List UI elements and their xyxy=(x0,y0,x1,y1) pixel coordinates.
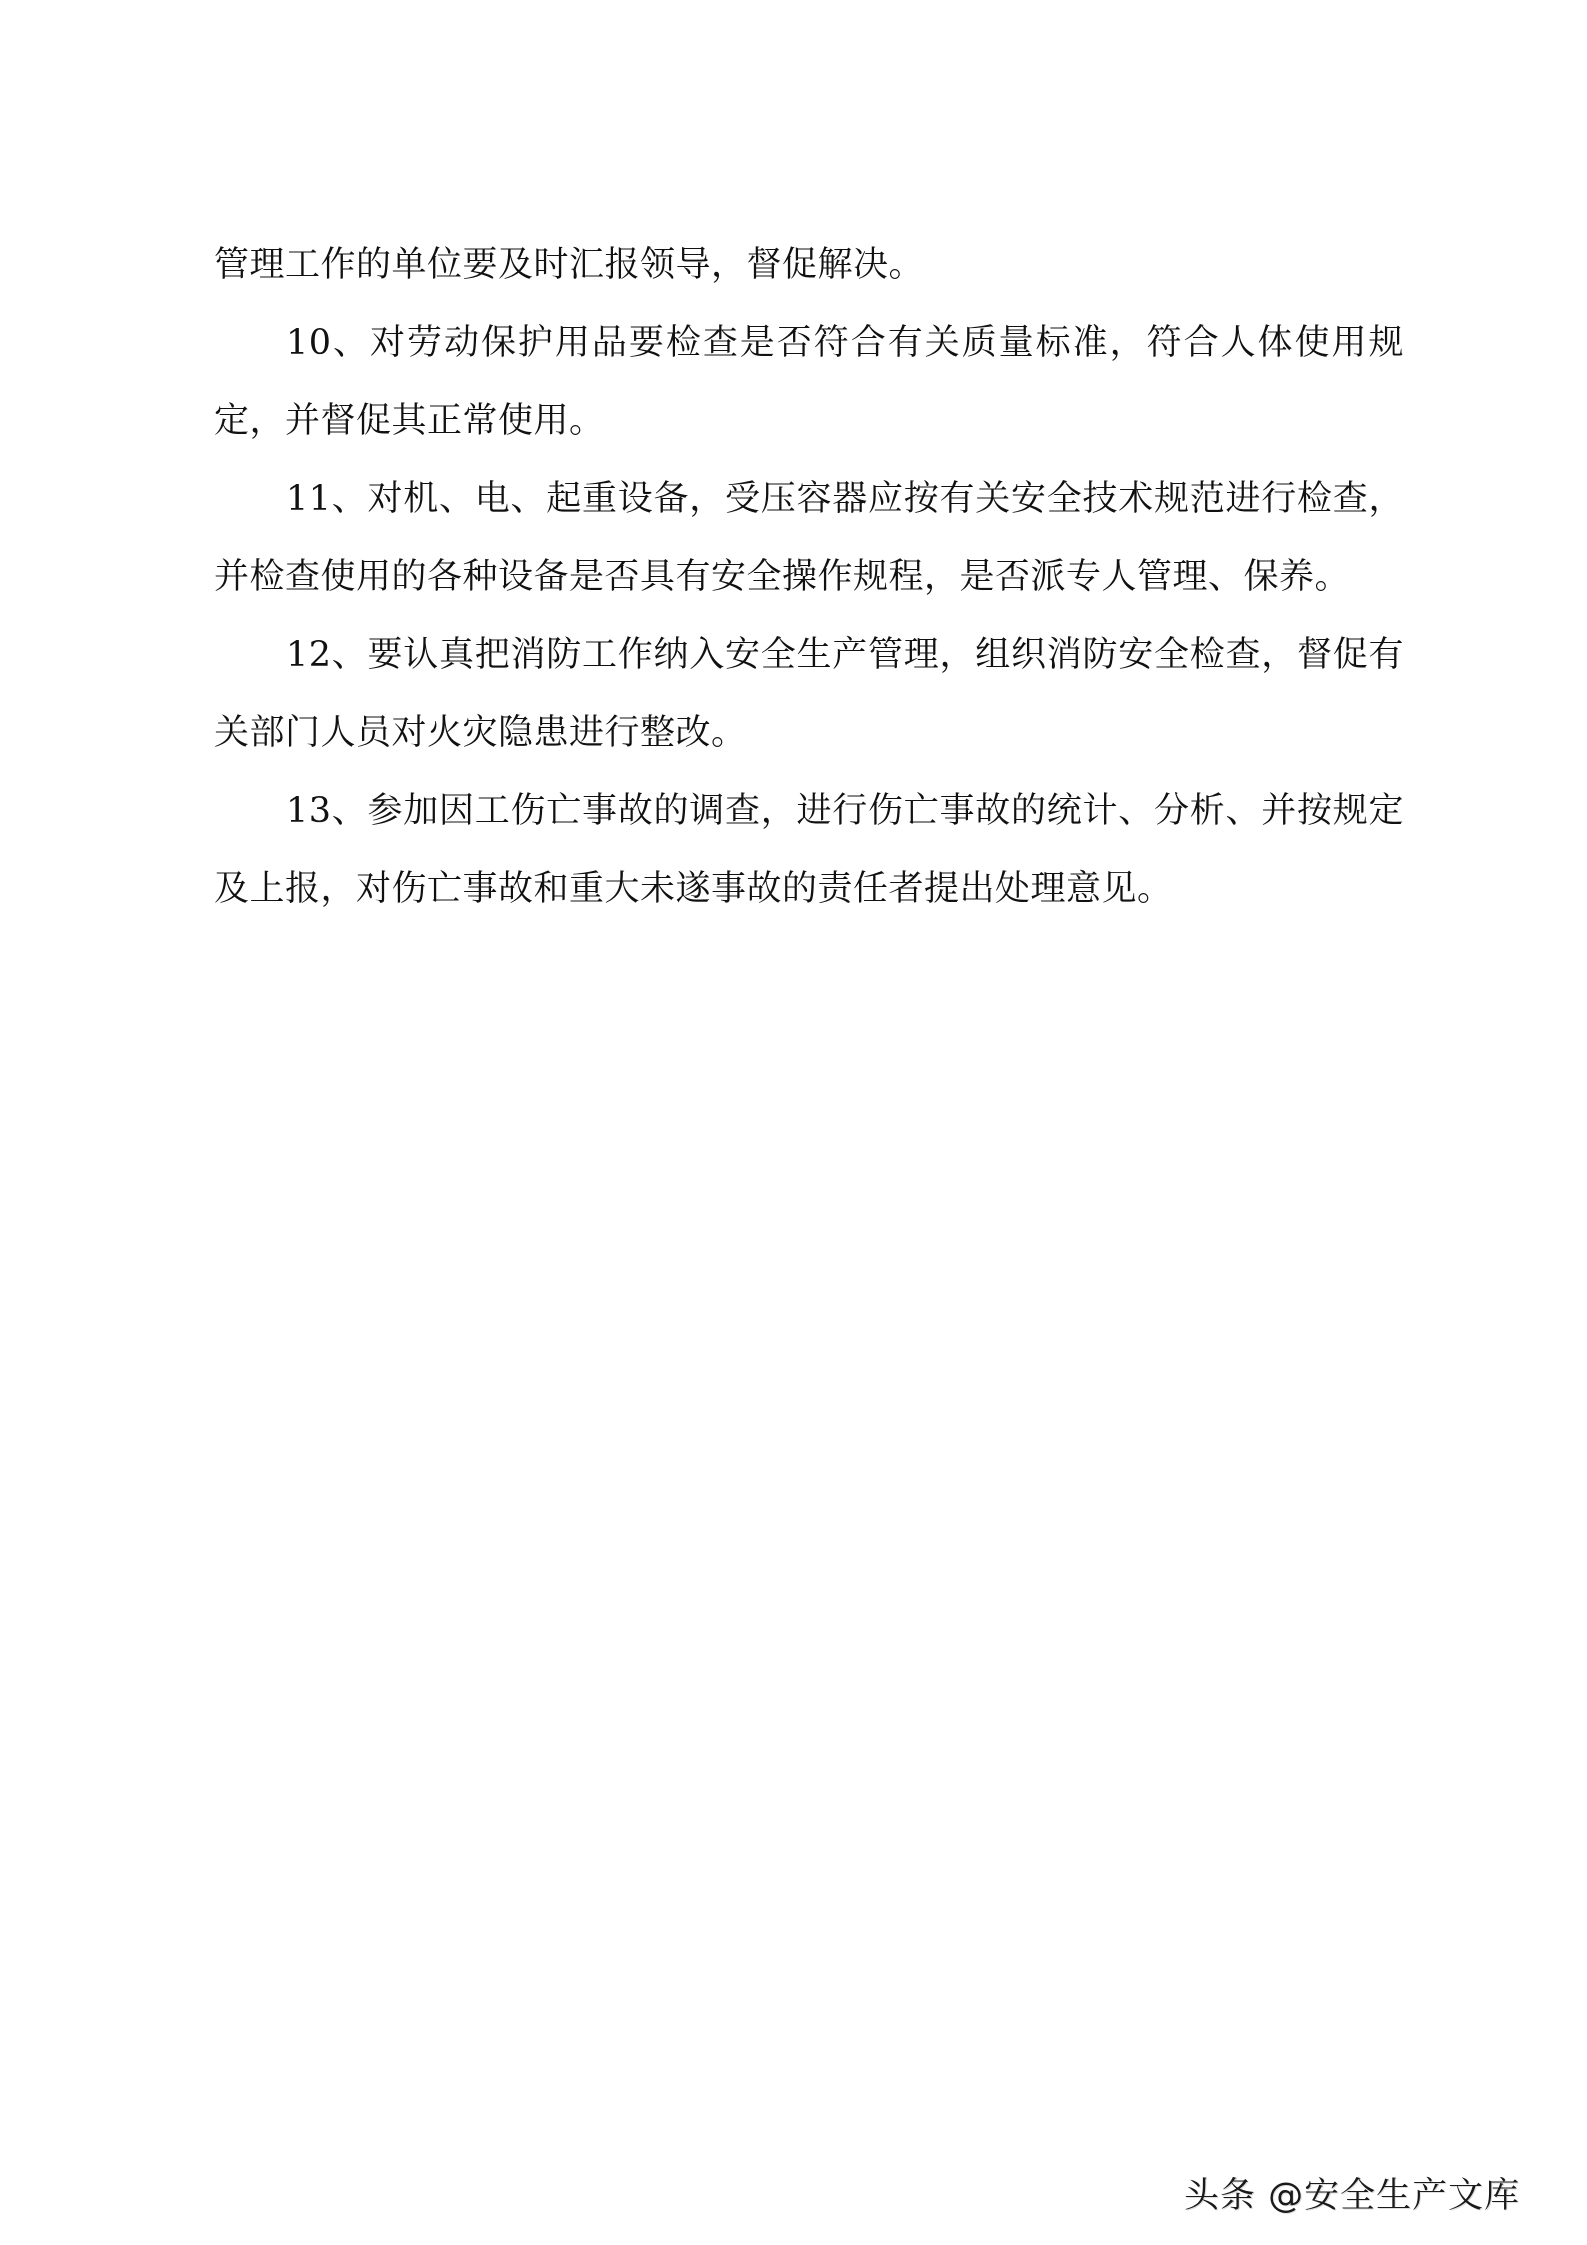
paragraph-item-13: 13、参加因工伤亡事故的调查，进行伤亡事故的统计、分析、并按规定及上报，对伤亡事故和重大未遂事故的责任者提出处理意见。 xyxy=(214,791,1404,909)
paragraph-continued: 管理工作的单位要及时汇报领导，督促解决。 xyxy=(214,245,925,285)
document-page xyxy=(214,226,1404,928)
watermark: 头条 @安全生产文库 xyxy=(1184,2176,1521,2216)
paragraph-item-12: 12、要认真把消防工作纳入安全生产管理，组织消防安全检查，督促有关部门人员对火灾隐患进行整改。 xyxy=(214,635,1404,753)
paragraph-item-11: 11、对机、电、起重设备，受压容器应按有关安全技术规范进行检查，并检查使用的各种设备是否具有安全操作规程，是否派专人管理、保养。 xyxy=(214,479,1404,597)
paragraph-item-10: 10、对劳动保护用品要检查是否符合有关质量标准，符合人体使用规定，并督促其正常使用。 xyxy=(214,323,1404,441)
